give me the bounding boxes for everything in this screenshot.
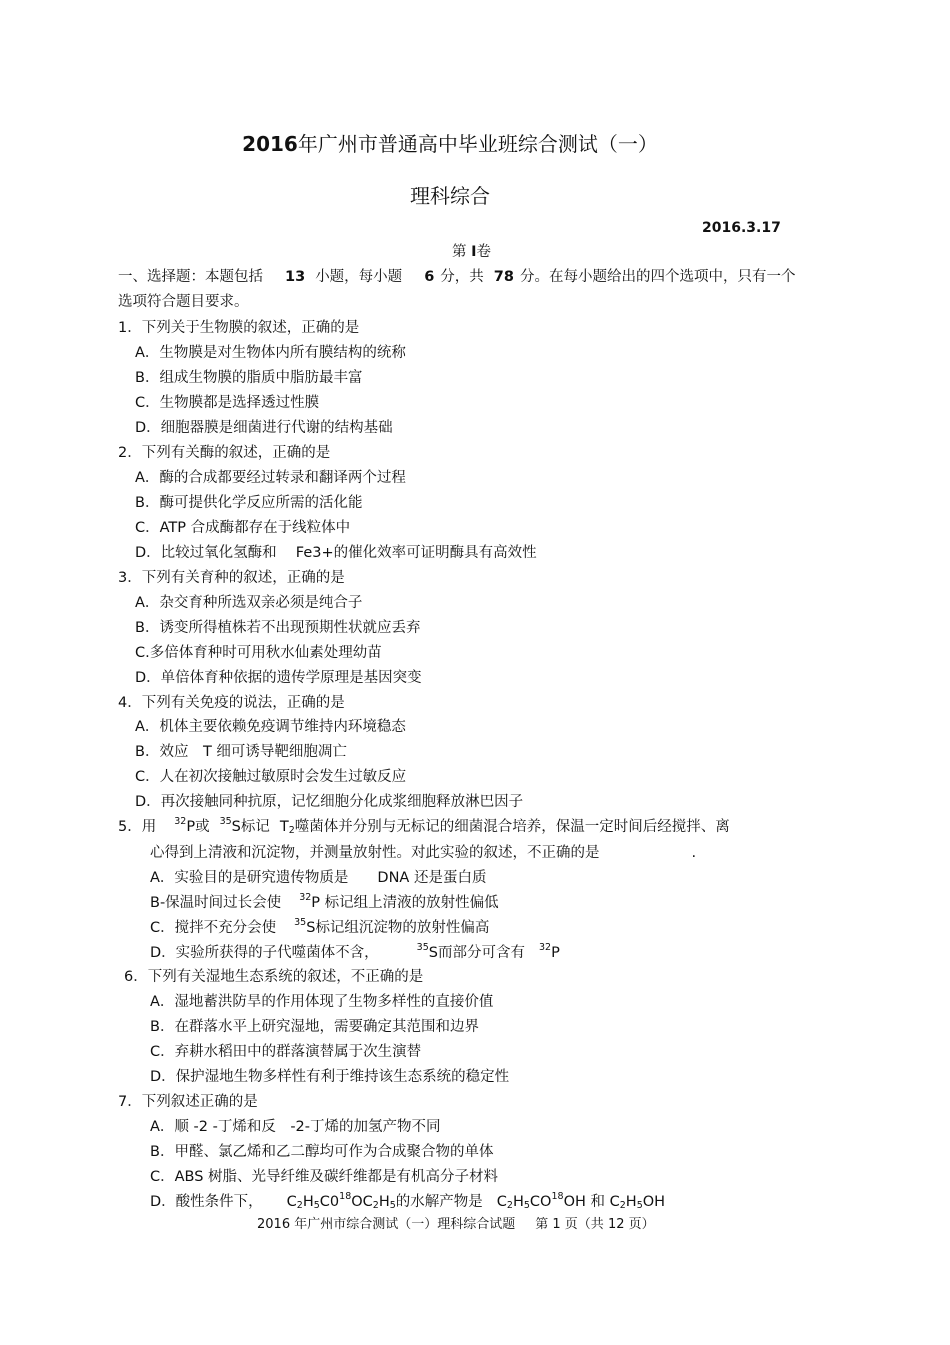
- option: D．保护湿地生物多样性有利于维持该生态系统的稳定性: [150, 1069, 510, 1085]
- exam-date: 2016.3.17: [702, 220, 781, 236]
- option: A．杂交育种所选双亲必须是纯合子: [135, 595, 363, 611]
- page-title: [0, 128, 900, 157]
- option: C．ATP 合成酶都存在于线粒体中: [135, 520, 351, 536]
- section-instructions: 一、选择题：本题包括 13 小题，每小题 6 分，共 78 分。在每小题给出的四个选项中，只有一个: [118, 269, 796, 285]
- option: B．酶可提供化学反应所需的活化能: [135, 495, 363, 511]
- title-year: 2016: [242, 132, 298, 156]
- option: D．单倍体育种依据的遗传学原理是基因突变: [135, 670, 422, 686]
- option: C．弃耕水稻田中的群落演替属于次生演替: [150, 1044, 422, 1060]
- option: D．细胞器膜是细菌进行代谢的结构基础: [135, 420, 393, 436]
- option: C．ABS 树脂、光导纤维及碳纤维都是有机高分子材料: [150, 1169, 499, 1185]
- option: D．酸性条件下， $C_2H_5C0^{18}OC_2H_5$的水解产物是 $C_2H_5CO^{18}OH$ 和 $C_2H_5OH$: [150, 1191, 666, 1211]
- option: C.多倍体育种时可用秋水仙素处理幼苗: [135, 645, 382, 661]
- page-subtitle: 理科综合: [410, 184, 490, 208]
- question-stem: 5．用 $^{32}$P或 $^{35}$S标记 $T_2$噬菌体并分别与无标记的细菌混合培养，保温一定时间后经搅拌、离: [118, 816, 730, 836]
- option: A．顺 -2 -丁烯和反 -2-丁烯的加氢产物不同: [150, 1119, 441, 1135]
- question-stem: 6．下列有关湿地生态系统的叙述，不正确的是: [124, 969, 424, 985]
- volume-heading: 第 I卷: [452, 244, 492, 260]
- option: D．比较过氧化氢酶和 Fe3+的催化效率可证明酶具有高效性: [135, 545, 537, 561]
- option: A．生物膜是对生物体内所有膜结构的统称: [135, 345, 406, 361]
- section-instructions-line2: 选项符合题目要求。: [118, 294, 249, 310]
- option: B．组成生物膜的脂质中脂肪最丰富: [135, 370, 363, 386]
- question-stem: 4．下列有关免疫的说法，正确的是: [118, 695, 345, 711]
- option: A．机体主要依赖免疫调节维持内环境稳态: [135, 719, 406, 735]
- option: D．实验所获得的子代噬菌体不含， $^{35}$S而部分可含有 $^{32}$P: [150, 942, 560, 961]
- question-stem: 3．下列有关育种的叙述，正确的是: [118, 570, 345, 586]
- option: B-保温时间过长会使 $^{32}$P 标记组上清液的放射性偏低: [150, 892, 499, 911]
- question-stem: 1．下列关于生物膜的叙述，正确的是: [118, 320, 360, 336]
- option: C．人在初次接触过敏原时会发生过敏反应: [135, 769, 407, 785]
- title-text: 年广州市普通高中毕业班综合测试（一）: [297, 132, 658, 156]
- option: A．酶的合成都要经过转录和翻译两个过程: [135, 470, 406, 486]
- option: C．生物膜都是选择透过性膜: [135, 395, 320, 411]
- question-stem: 2．下列有关酶的叙述，正确的是: [118, 445, 331, 461]
- option: B．在群落水平上研究湿地，需要确定其范围和边界: [150, 1019, 479, 1035]
- option: D．再次接触同种抗原，记忆细胞分化成浆细胞释放淋巴因子: [135, 794, 524, 810]
- question-stem-line2: 心得到上清液和沉淀物，并测量放射性。对此实验的叙述，不正确的是 .: [150, 845, 697, 861]
- option: A．湿地蓄洪防旱的作用体现了生物多样性的直接价值: [150, 994, 494, 1010]
- page-footer: 2016 年广州市综合测试（一）理科综合试题 第 1 页（共 12 页）: [257, 1217, 655, 1232]
- option: B．诱变所得植株若不出现预期性状就应丢弃: [135, 620, 421, 636]
- option: C．搅拌不充分会使 $^{35}$S标记组沉淀物的放射性偏高: [150, 917, 490, 936]
- option: A．实验目的是研究遗传物质是 DNA 还是蛋白质: [150, 870, 487, 886]
- option: B．效应 T 细可诱导靶细胞凋亡: [135, 744, 347, 760]
- option: B．甲醛、氯乙烯和乙二醇均可作为合成聚合物的单体: [150, 1144, 494, 1160]
- question-stem: 7．下列叙述正确的是: [118, 1094, 258, 1110]
